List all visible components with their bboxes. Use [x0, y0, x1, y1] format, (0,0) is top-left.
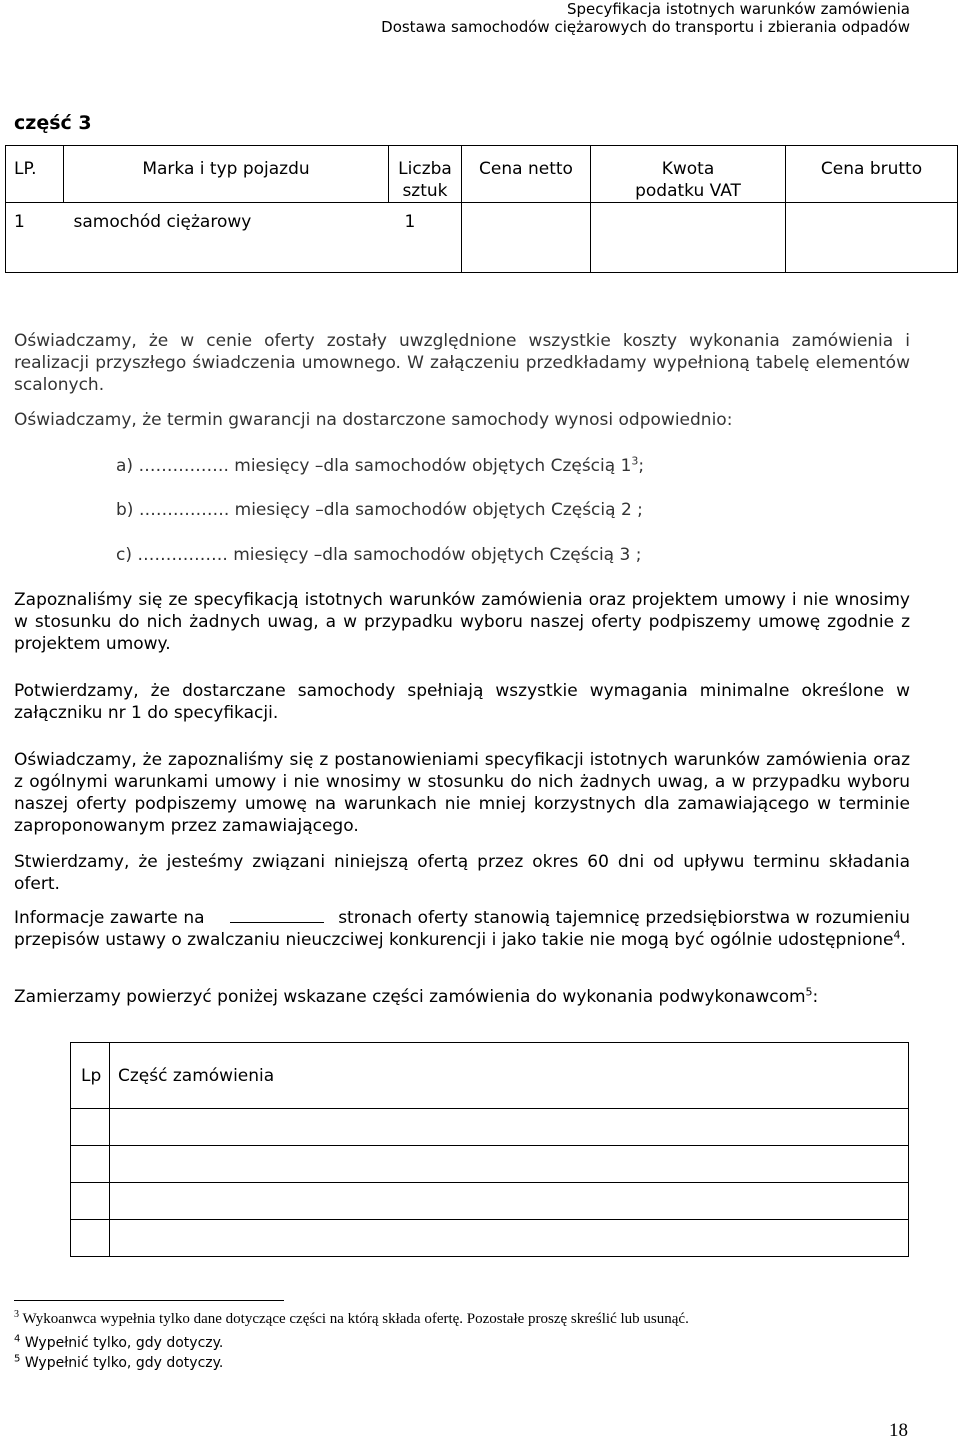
warranty-option-c: c) ……………. miesięcy –dla samochodów objętych Częścią 3 ;	[116, 545, 642, 565]
subcontractors-colon: :	[812, 987, 819, 1007]
row-net-price	[462, 203, 590, 215]
header-lp: LP.	[14, 159, 37, 179]
row-gross-price	[786, 203, 957, 215]
section-title: część 3	[14, 112, 92, 134]
header-subtitle: Dostawa samochodów ciężarowych do transportu i zbierania odpadów	[381, 18, 910, 36]
confidential-period: .	[900, 930, 906, 950]
paragraph-confirm: Potwierdzamy, że dostarczane samochody spełniają wszystkie wymagania minimalne określone w załączniku nr 1 do specyfikacji.	[14, 681, 910, 723]
footnote-4-text: Wypełnić tylko, gdy dotyczy.	[24, 1335, 224, 1351]
price-table	[5, 145, 958, 273]
subcontract-cell-lp[interactable]	[71, 1146, 110, 1183]
table-row	[71, 1183, 909, 1220]
footnote-ref-5: 5	[805, 985, 813, 999]
option-a-text: a) ……………. miesięcy –dla samochodów objętych Częścią 1	[116, 456, 632, 476]
option-a-end: ;	[638, 456, 645, 476]
row-quantity: 1	[404, 212, 416, 232]
header-brand: Marka i typ pojazdu	[142, 159, 310, 179]
footnote-ref-3: 3	[631, 454, 639, 468]
paragraph-confidential	[14, 907, 910, 951]
warranty-option-a	[116, 455, 644, 477]
footnote-divider	[14, 1300, 284, 1301]
subcontract-cell-part[interactable]	[110, 1109, 909, 1146]
footnote-4-number: 4	[14, 1333, 21, 1345]
header-gross-price: Cena brutto	[820, 159, 923, 179]
footnote-3-number: 3	[14, 1309, 19, 1320]
paragraph-costs: Oświadczamy, że w cenie oferty zostały uwzględnione wszystkie koszty wykonania zamówienia i realizacji przyszłego świadczenia umownego. W załączeniu przedkładamy wypełnioną tabelę elementów scalonych.	[14, 331, 910, 395]
paragraph-warranty: Oświadczamy, że termin gwarancji na dostarczone samochody wynosi odpowiednio:	[14, 410, 733, 430]
subcontract-header-lp: Lp	[81, 1065, 102, 1086]
header-vat: Kwota podatku VAT	[635, 159, 741, 201]
page-number: 18	[889, 1420, 908, 1441]
subcontract-cell-lp[interactable]	[71, 1183, 110, 1220]
footnote-5-number: 5	[14, 1353, 21, 1365]
table-header-row	[6, 146, 958, 203]
document-header	[381, 0, 910, 36]
header-net-price: Cena netto	[479, 159, 573, 179]
header-quantity: Liczba sztuk	[398, 159, 452, 201]
table-row	[6, 203, 958, 273]
footnote-3-text: Wykoanwca wypełnia tylko dane dotyczące części na którą składa ofertę. Pozostałe proszę skreślić lub usunąć.	[22, 1311, 689, 1327]
table-row	[71, 1146, 909, 1183]
subcontract-cell-lp[interactable]	[71, 1109, 110, 1146]
paragraph-bound: Stwierdzamy, że jesteśmy związani niniejszą ofertą przez okres 60 dni od upływu terminu składania ofert.	[14, 852, 910, 894]
subcontract-cell-part[interactable]	[110, 1220, 909, 1257]
table-row	[71, 1109, 909, 1146]
header-title: Specyfikacja istotnych warunków zamówienia	[566, 0, 910, 18]
row-vat	[591, 203, 785, 215]
confidential-text-end: stronach oferty stanowią tajemnicę przedsiębiorstwa w rozumieniu przepisów ustawy o zwalczaniu nieuczciwej konkurencji i jako takie nie mogą być ogólnie udostępnione	[14, 908, 910, 950]
table-row	[71, 1220, 909, 1257]
footnote-4	[14, 1335, 223, 1351]
paragraph-familiarized: Zapoznaliśmy się ze specyfikacją istotnych warunków zamówienia oraz projektem umowy i nie wnosimy w stosunku do nich żadnych uwag, a w przypadku wyboru naszej oferty podpiszemy umowę zgodnie z projektem umowy.	[14, 590, 910, 654]
footnote-3	[14, 1311, 689, 1327]
subcontract-table	[70, 1042, 909, 1257]
subcontract-header-row	[71, 1043, 909, 1109]
subcontract-header-part: Część zamówienia	[118, 1065, 275, 1086]
subcontractors-text: Zamierzamy powierzyć poniżej wskazane części zamówienia do wykonania podwykonawcom	[14, 987, 806, 1007]
paragraph-declare: Oświadczamy, że zapoznaliśmy się z postanowieniami specyfikacji istotnych warunków zamówienia oraz z ogólnymi warunkami umowy i nie wnosimy w stosunku do nich żadnych uwag, a w przypadku wyboru naszej oferty podpiszemy umowę na warunkach nie mniej korzystnych dla zamawiającego w terminie zaproponowanym przez zamawiającego.	[14, 750, 910, 836]
confidential-text-start: Informacje zawarte na	[14, 908, 205, 928]
footnote-ref-4: 4	[893, 928, 901, 942]
subcontract-cell-part[interactable]	[110, 1183, 909, 1220]
footnote-5	[14, 1355, 223, 1371]
warranty-option-b: b) ……………. miesięcy –dla samochodów objętych Częścią 2 ;	[116, 500, 643, 520]
row-brand: samochód ciężarowy	[73, 212, 252, 232]
footnote-5-text: Wypełnić tylko, gdy dotyczy.	[24, 1355, 224, 1371]
page-count-blank[interactable]	[230, 908, 324, 923]
paragraph-subcontractors	[14, 986, 910, 1008]
subcontract-cell-part[interactable]	[110, 1146, 909, 1183]
subcontract-cell-lp[interactable]	[71, 1220, 110, 1257]
row-lp: 1	[14, 212, 25, 232]
